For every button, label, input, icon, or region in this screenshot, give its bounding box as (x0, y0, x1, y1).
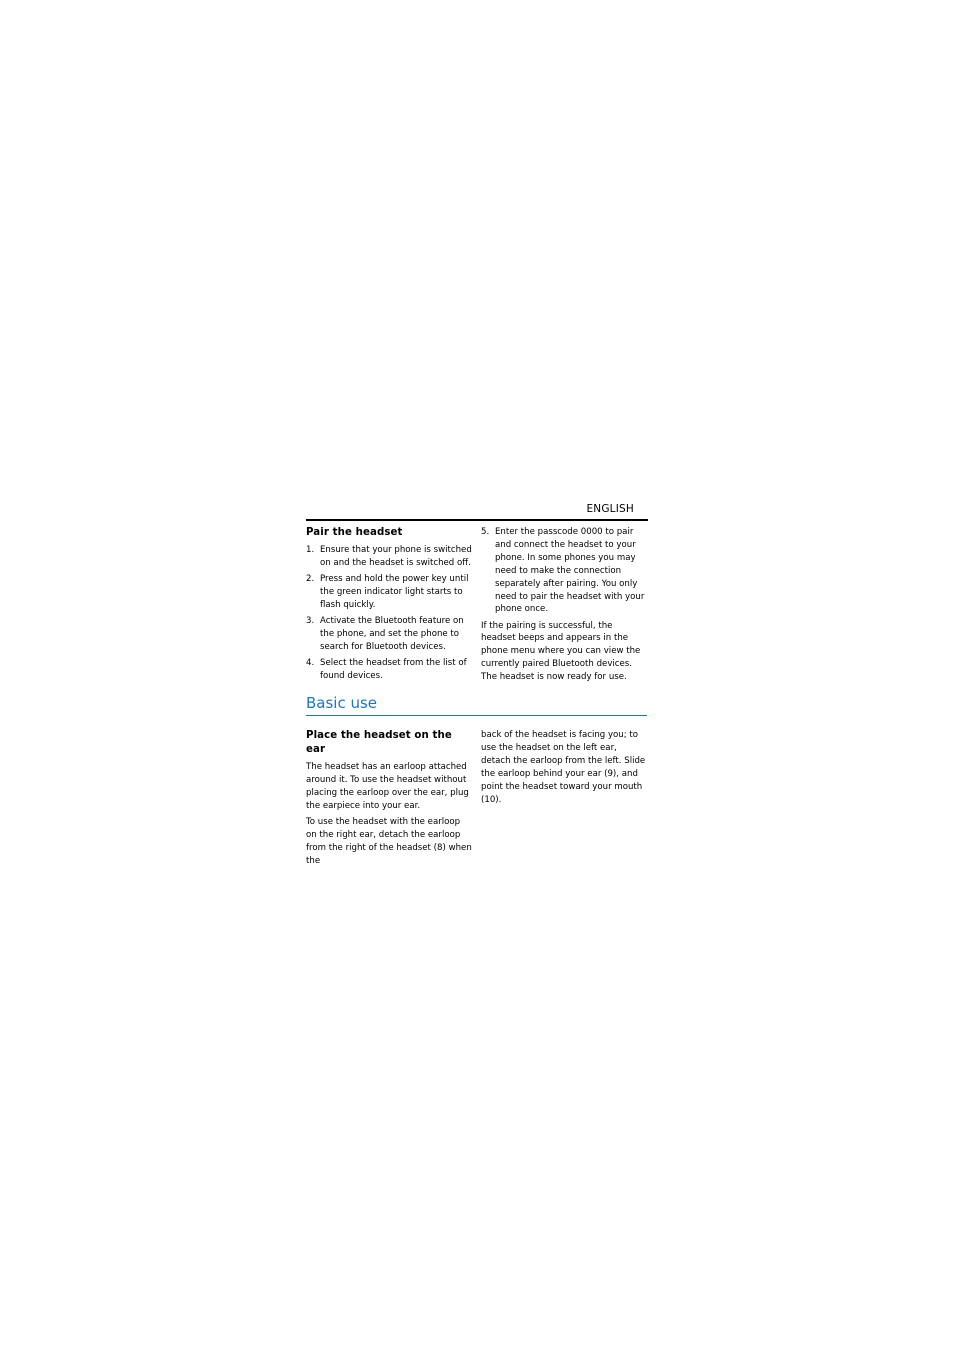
language-label: ENGLISH (586, 503, 634, 515)
step-number: 1. (306, 545, 315, 555)
pair-steps-list-continued (481, 526, 647, 616)
step-number: 2. (306, 574, 315, 584)
step-text: Press and hold the power key until the green indicator light starts to flash quickly. (320, 574, 469, 610)
step-text: Activate the Bluetooth feature on the phone, and set the phone to search for Bluetooth devices. (320, 615, 464, 652)
step-number: 4. (306, 657, 315, 668)
step-number: 3. (306, 615, 315, 626)
list-item (481, 526, 647, 616)
right-ear-paragraph: To use the headset with the earloop on the right ear, detach the earloop from the right of the headset (8) when the (306, 817, 472, 866)
place-section-right-column (481, 729, 647, 810)
list-item (306, 544, 472, 570)
section-divider (306, 715, 647, 716)
header-divider (306, 519, 648, 521)
list-item (306, 657, 472, 683)
pair-steps-list (306, 544, 472, 683)
list-item (306, 573, 472, 612)
place-heading: Place the headset on the ear (306, 730, 452, 755)
place-section-left-column (306, 729, 472, 871)
step-text: Ensure that your phone is switched on and the headset is switched off. (320, 545, 472, 568)
list-item (306, 615, 472, 654)
earloop-paragraph: The headset has an earloop attached around it. To use the headset without placing the earloop over the ear, plug the earpiece into your ear. (306, 762, 469, 811)
step-number: 5. (481, 527, 490, 537)
pair-heading: Pair the headset (306, 527, 403, 538)
pair-section-right-column (481, 526, 647, 687)
pairing-success-paragraph: If the pairing is successful, the headset beeps and appears in the phone menu where you can view the currently paired Bluetooth devices. The headset is now ready for use. (481, 620, 641, 683)
section-title: Basic use (306, 694, 378, 712)
pair-section-left-column (306, 526, 472, 686)
step-text: Select the headset from the list of found devices. (320, 657, 467, 681)
step-text: Enter the passcode 0000 to pair and connect the headset to your phone. In some phones you may need to make the connection separately after pairing. You only need to pair the headset with your phone once. (495, 527, 645, 615)
left-ear-paragraph: back of the headset is facing you; to use the headset on the left ear, detach the earloop from the left. Slide the earloop behind your ear (9), and point the headset toward your mouth (10). (481, 730, 646, 805)
